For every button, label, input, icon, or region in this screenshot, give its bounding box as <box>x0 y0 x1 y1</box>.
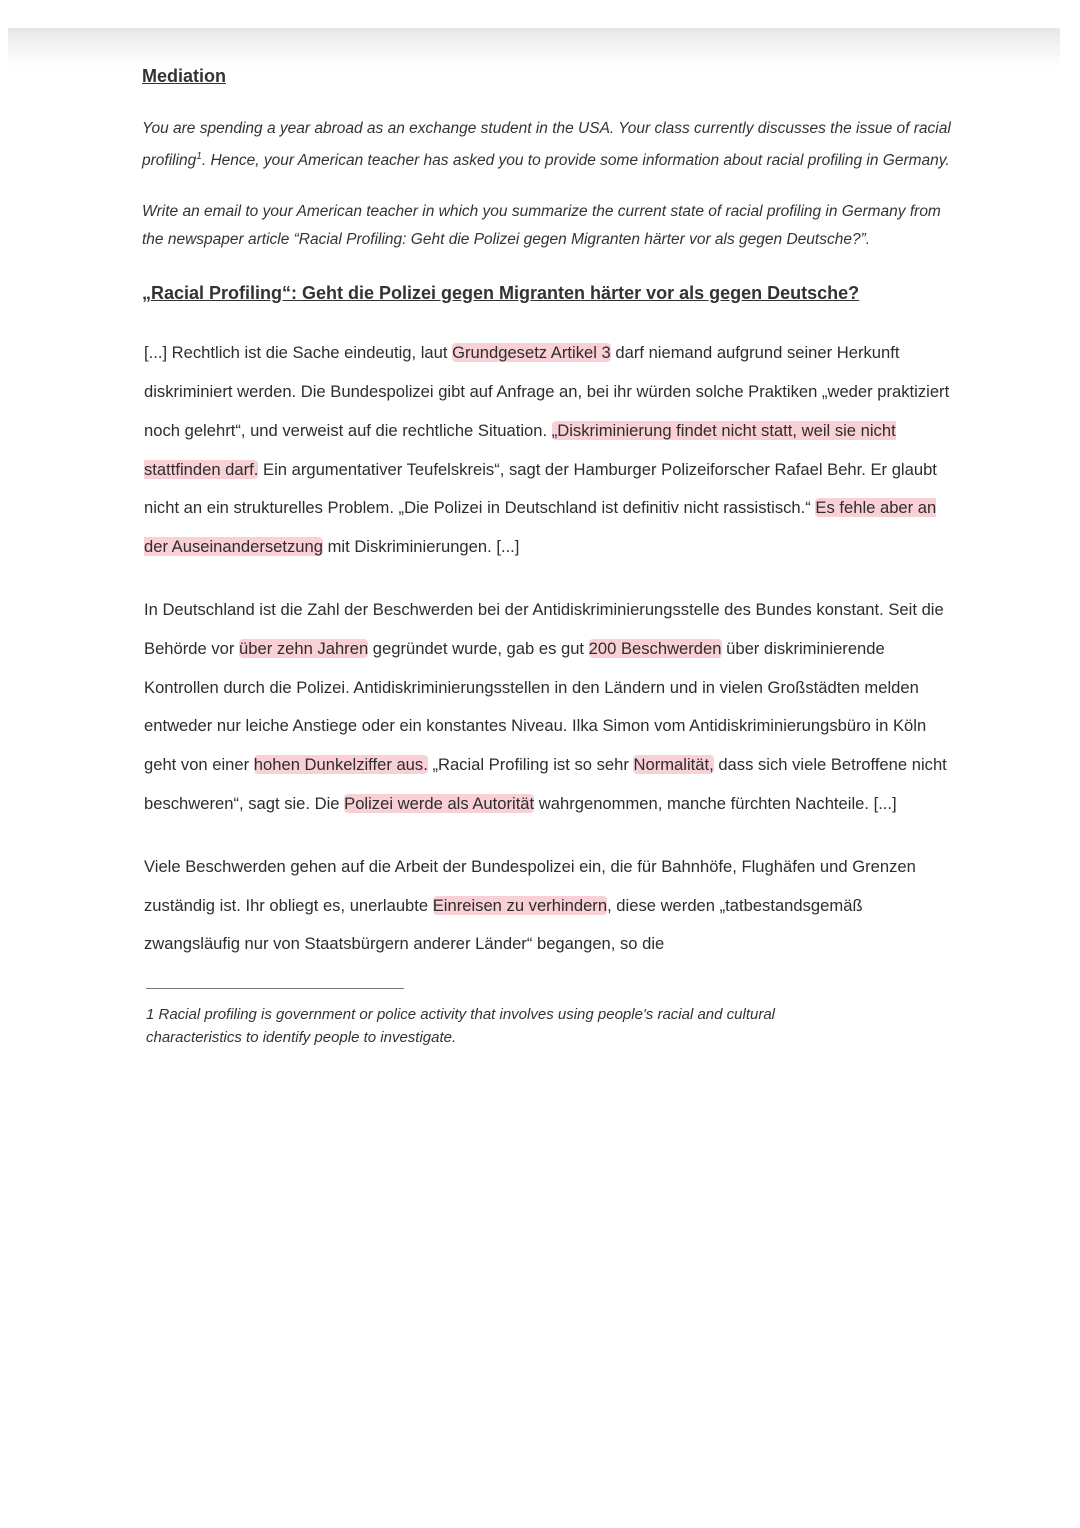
text-segment: dass sich viele Betroffene nicht beschweren“, sagt sie. Die <box>144 755 947 813</box>
intro-text-b: . Hence, your American teacher has asked you to provide some information about racial profiling in Germany. <box>201 151 950 169</box>
highlight: hohen Dunkelziffer aus. <box>253 755 428 775</box>
highlight: 200 Beschwerden <box>588 638 722 658</box>
text-segment: gegründet wurde, gab es gut <box>368 638 589 658</box>
page-title: Mediation <box>142 66 226 86</box>
scan-shadow <box>8 28 1060 68</box>
text-segment: Ein argumentativer Teufelskreis“, sagt der Hamburger Polizeiforscher Rafael Behr. Er glaubt nicht an ein strukturelles Problem. „Die Polizei in Deutschland ist definitiv nicht rassistisch.“ <box>144 459 937 518</box>
text-segment: über diskriminierende Kontrollen durch die Polizei. Antidiskriminierungsstellen in den Ländern und in vielen Großstädten melden entweder nur leiche Anstiege oder ein konstantes Niveau. Ilka Simon vom Antidiskriminierungsbüro in Köln geht von einer <box>144 638 927 775</box>
text-segment: , diese werden „tatbestandsgemäß zwangsläufig nur von Staatsbürgern anderer Länder“ begangen, so die <box>144 895 863 954</box>
text-segment: wahrgenommen, manche fürchten Nachteile. [...] <box>534 793 897 813</box>
highlight: über zehn Jahren <box>239 638 369 658</box>
text-segment: mit Diskriminierungen. [...] <box>322 537 520 557</box>
highlight: Es fehle aber an der Auseinandersetzung <box>144 498 937 557</box>
article-paragraph-2 <box>144 591 954 824</box>
footnote: 1 Racial profiling is government or police activity that involves using people's racial and cultural characteristics to identify people to investigate. <box>146 1006 776 1047</box>
text-segment: In Deutschland ist die Zahl der Beschwerden bei der Antidiskriminierungsstelle des Bundes konstant. Seit die Behörde vor <box>144 599 944 658</box>
task-intro <box>142 115 954 174</box>
text-segment: Viele Beschwerden gehen auf die Arbeit der Bundespolizei ein, die für Bahnhöfe, Flughäfen und Grenzen zuständig ist. Ihr obliegt es, unerlaubte <box>144 856 916 915</box>
highlight: Polizei werde als Autorität <box>344 793 535 813</box>
task-instruction: Write an email to your American teacher in which you summarize the current state of racial profiling in Germany from the newspaper article “Racial Profiling: Geht die Polizei gegen Migranten härter vor als gegen Deutsche?”. <box>142 203 941 248</box>
article-paragraph-1 <box>144 334 954 567</box>
highlight: Normalität, <box>633 755 714 775</box>
footnote-marker: 1 <box>196 150 202 162</box>
article-paragraph-3 <box>144 848 954 964</box>
highlight: „Diskriminierung findet nicht statt, weil sie nicht stattfinden darf. <box>144 420 896 479</box>
text-segment: „Racial Profiling ist so sehr <box>427 755 634 775</box>
document-page <box>142 66 954 1049</box>
highlight: Einreisen zu verhindern <box>432 895 608 915</box>
intro-text-a: You are spending a year abroad as an exchange student in the USA. Your class currently discusses the issue of racial profiling <box>142 120 951 169</box>
footnote-divider <box>146 988 404 989</box>
text-segment: darf niemand aufgrund seiner Herkunft diskriminiert werden. Die Bundespolizei gibt auf Anfrage an, bei ihr würden solche Praktiken „weder praktiziert noch gelehrt“, und verweist auf die rechtliche Situation. <box>144 343 950 440</box>
article-title: „Racial Profiling“: Geht die Polizei gegen Migranten härter vor als gegen Deutsche? <box>142 283 860 304</box>
text-segment: [...] Rechtlich ist die Sache eindeutig, laut <box>144 343 453 363</box>
highlight: Grundgesetz Artikel 3 <box>452 343 611 363</box>
